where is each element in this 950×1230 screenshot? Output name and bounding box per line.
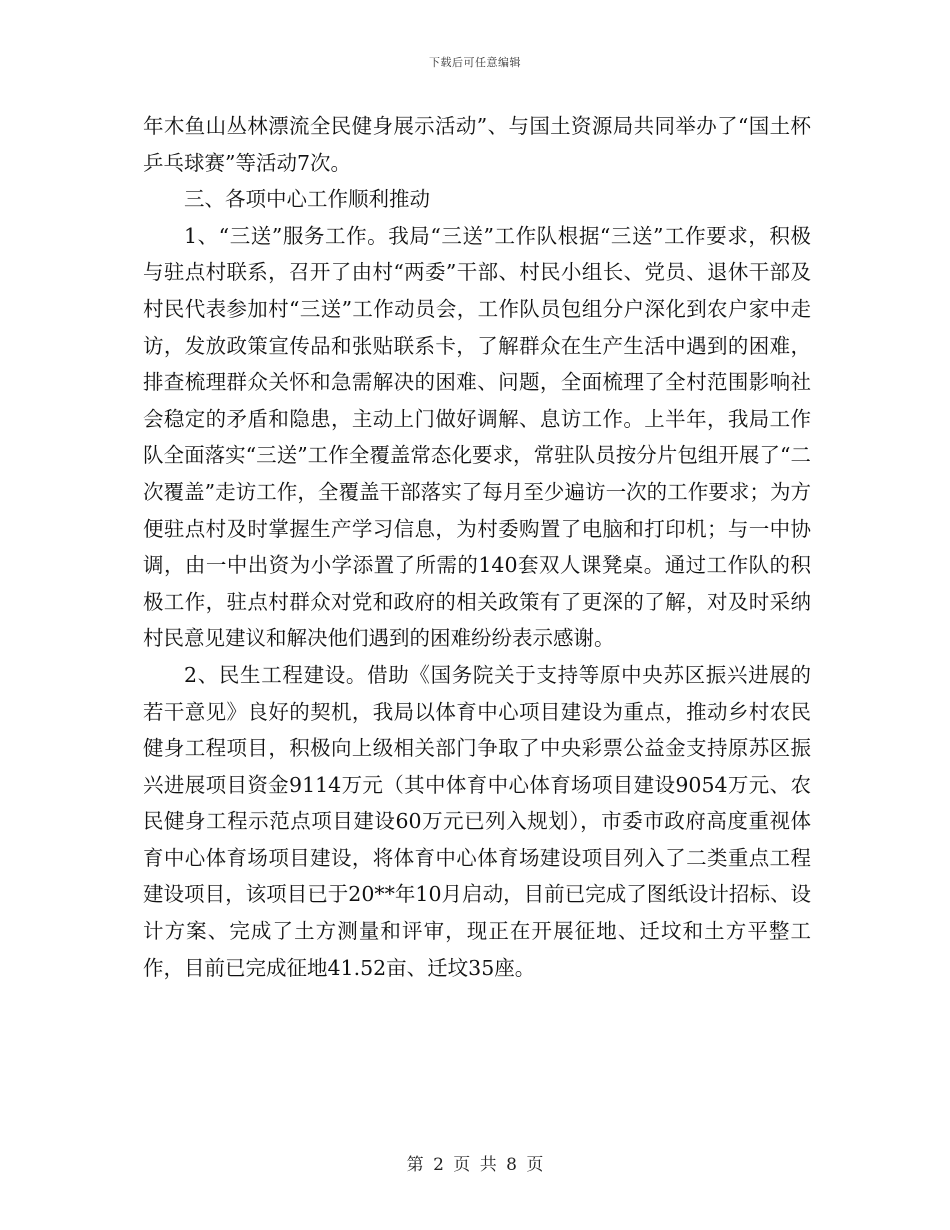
- page-header: 下载后可任意编辑: [429, 56, 521, 69]
- paragraph-livelihood-project: 2、民生工程建设。借助《国务院关于支持等原中央苏区振兴进展的若干意见》良好的契机，我局以体育中心项目建设为重点，推动乡村农民健身工程项目，积极向上级相关部门争取了中央彩票公益金支持原苏区振兴进展项目资金9114万元（其中体育中心体育场项目建设9054万元、农民健身工程示范点项目建设60万元已列入规划），市委市政府高度重视体育中心体育场项目建设，将体育中心体育场建设项目列入了二类重点工程建设项目，该项目已于20**年10月启动，目前已完成了图纸设计招标、设计方案、完成了土方测量和评审，现正在开展征地、迁坟和土方平整工作，目前已完成征地41.52亩、迁坟35座。: [143, 662, 811, 980]
- paragraph-sansong-service: 1、“三送”服务工作。我局“三送”工作队根据“三送”工作要求，积极与驻点村联系，召开了由村“两委”干部、村民小组长、党员、退休干部及村民代表参加村“三送”工作动员会，工作队员包组分户深化到农户家中走访，发放政策宣传品和张贴联系卡，了解群众在生产生活中遇到的困难，排查梳理群众关怀和急需解决的困难、问题，全面梳理了全村范围影响社会稳定的矛盾和隐患，主动上门做好调解、息访工作。上半年，我局工作队全面落实“三送”工作全覆盖常态化要求，常驻队员按分片包组开展了“二次覆盖”走访工作，全覆盖干部落实了每月至少遍访一次的工作要求；为方便驻点村及时掌握生产学习信息，为村委购置了电脑和打印机；与一中协调，由一中出资为小学添置了所需的140套双人课凳桌。通过工作队的积极工作，驻点村群众对党和政府的相关政策有了更深的了解，对及时采纳村民意见建议和解决他们遇到的困难纷纷表示感谢。: [143, 223, 811, 651]
- page-number-footer: 第 2 页 共 8 页: [406, 1155, 544, 1175]
- section-heading: 三、各项中心工作顺利推动: [184, 187, 430, 212]
- paragraph-continuation: 年木鱼山丛林漂流全民健身展示活动”、与国土资源局共同举办了“国土杯乒乓球赛”等活动7次。: [143, 114, 811, 175]
- document-body: [143, 108, 811, 986]
